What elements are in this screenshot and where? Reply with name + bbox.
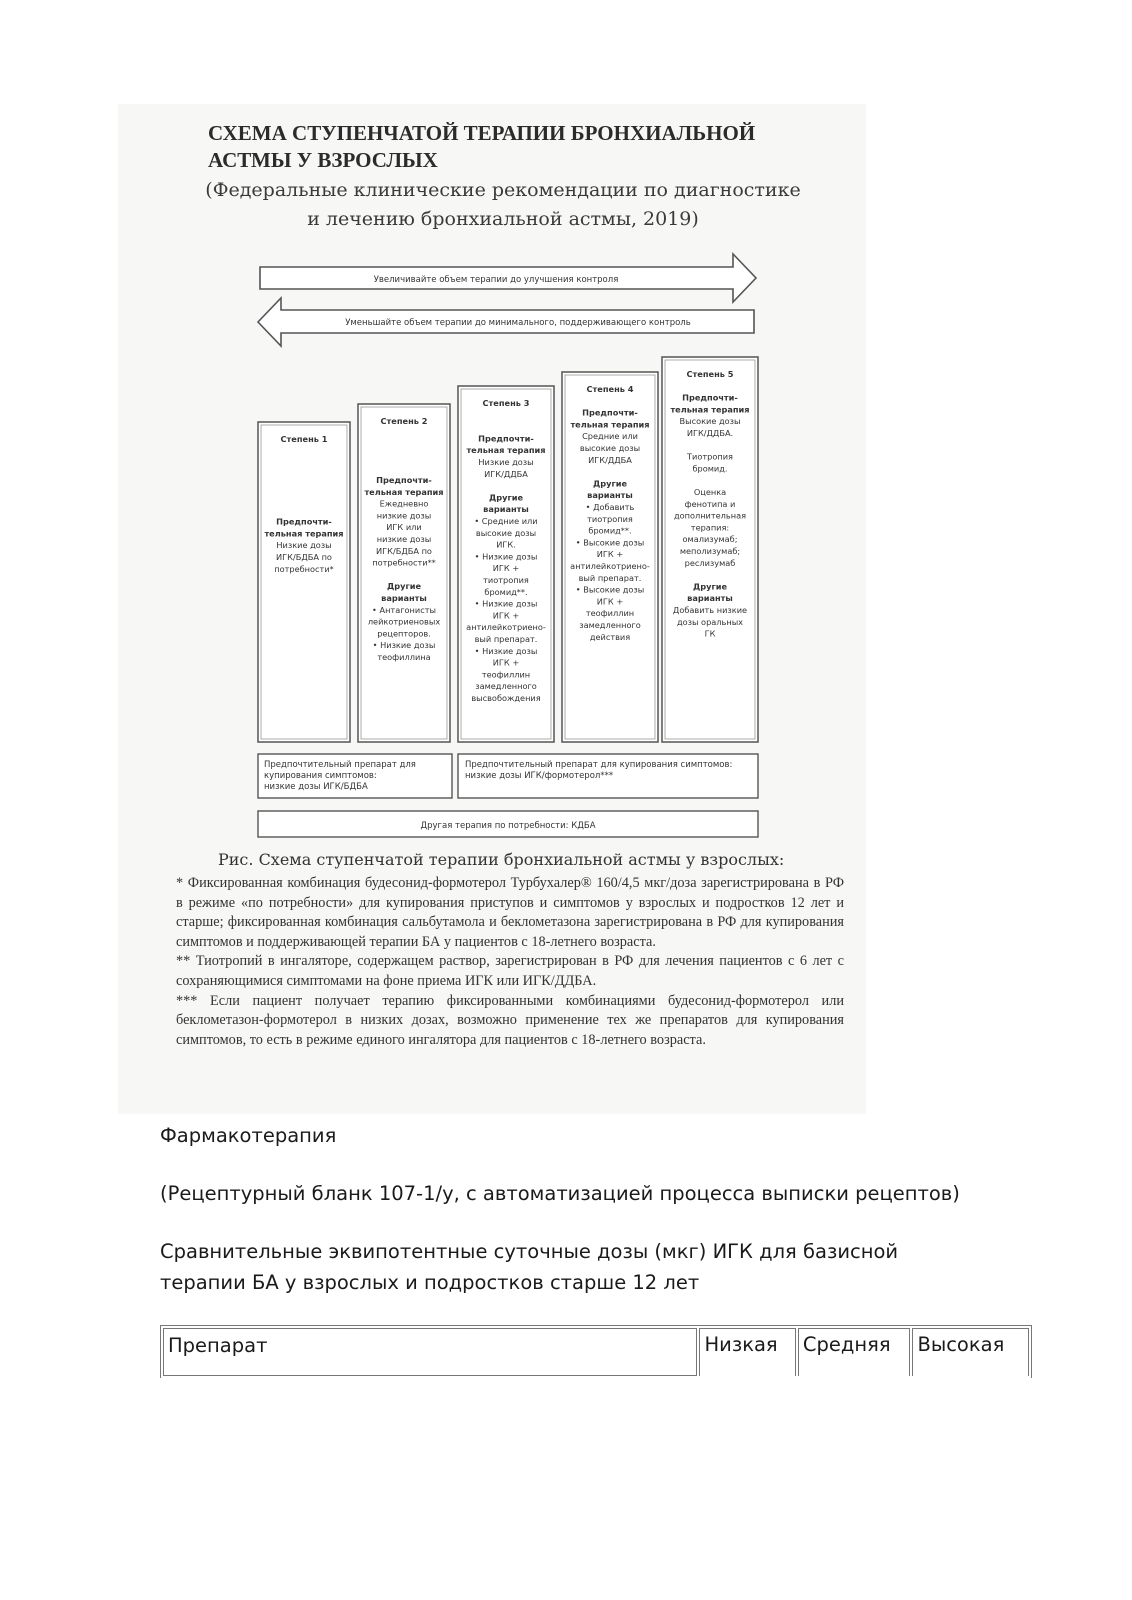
step-2-line: ИГК или <box>386 522 422 533</box>
step-5-line: варианты <box>687 593 733 604</box>
step-2-line: низкие дозы <box>376 510 432 521</box>
step-3-line: ИГК + <box>492 610 520 621</box>
step-4-line: тельная терапия <box>570 419 650 430</box>
step-1-line: ИГК/БДБА по <box>276 552 332 562</box>
increase-arrow-label: Увеличивайте объем терапии до улучшения контроля <box>373 275 619 285</box>
step-5-line: фенотипа и <box>684 498 736 509</box>
header-drug: Препарат <box>163 1328 697 1376</box>
heading-pharmacotherapy: Фармакотерапия <box>160 1124 337 1147</box>
doses-heading: Сравнительные эквипотентные суточные дозы (мкг) ИГК для базисной терапии БА у взрослых и подростков старше 12 лет <box>160 1240 899 1294</box>
step-3-line: ИГК/ДДБА <box>484 468 528 479</box>
step-4-line: бромид**. <box>588 525 632 536</box>
step-3-line: • Низкие дозы <box>474 645 538 656</box>
reliever-left-line-1: Предпочтительный препарат для <box>264 760 416 770</box>
step-4-line: ИГК + <box>596 549 624 560</box>
step-1-line: Низкие дозы <box>276 540 332 551</box>
step-3-line: высвобождения <box>471 693 541 703</box>
step-therapy-diagram <box>118 104 866 844</box>
step-4-line: высокие дозы <box>579 443 641 453</box>
step-5-line: ГК <box>704 628 716 639</box>
step-2-line: рецепторов. <box>377 628 431 639</box>
step-boxes <box>258 357 758 742</box>
figure-caption: Рис. Схема ступенчатой терапии бронхиальной астмы у взрослых: <box>218 850 785 869</box>
step-4-line: вый препарат. <box>578 572 642 583</box>
step-3-line: вый препарат. <box>474 634 538 644</box>
step-3-line: • Средние или <box>474 516 538 526</box>
step-4-line: • Добавить <box>585 502 635 512</box>
step-5-line: дополнительная <box>673 510 747 521</box>
other-therapy-label: Другая терапия по потребности: КДБА <box>420 821 596 831</box>
step-1-line: Степень 1 <box>280 434 328 444</box>
step-3-line: теофиллин <box>481 669 531 680</box>
reliever-left-line-3: низкие дозы ИГК/БДБА <box>264 782 368 792</box>
prescription-form-note: (Рецептурный бланк 107-1/у, с автоматизацией процесса выписки рецептов) <box>160 1182 960 1205</box>
step-3-line: Низкие дозы <box>478 457 534 467</box>
step-3-line: тиотропия <box>483 575 529 585</box>
step-1-line: тельная терапия <box>264 528 344 539</box>
note-1: * Фиксированная комбинация будесонид-формотерол Турбухалер® 160/4,5 мкг/доза зарегистрирована в РФ в режиме «по потребности» для купирования приступов и симптомов у взрослых и подростков 12 лет и старше; фиксированная комбинация сальбутамола и беклометазона зарегистрирована в РФ для купирования симптомов и поддерживающей терапии БА у пациентов с 18-летнего возраста. <box>176 875 844 950</box>
step-2-line: Степень 2 <box>380 416 428 426</box>
step-5-line: омализумаб; <box>682 534 738 545</box>
step-3-line: варианты <box>483 504 529 515</box>
step-3-line: ИГК + <box>492 563 520 574</box>
reliever-left-line-2: купирования симптомов: <box>264 771 377 781</box>
step-2-line: потребности** <box>372 557 436 568</box>
header-high: Высокая <box>912 1328 1029 1376</box>
step-5-line: реслизумаб <box>684 557 736 568</box>
step-5-line: Высокие дозы <box>679 416 741 427</box>
step-3-line: антилейкотриено- <box>466 622 546 633</box>
decrease-arrow-label: Уменьшайте объем терапии до минимального, поддерживающего контроль <box>345 318 691 328</box>
figure-subtitle: (Федеральные клинические рекомендации по диагностике и лечению бронхиальной астмы, 2019) <box>205 179 801 230</box>
step-2-line: • Антагонисты <box>372 604 436 615</box>
step-5-line: Добавить низкие <box>672 605 748 615</box>
step-4-line: Степень 4 <box>586 384 634 394</box>
step-3-line: • Низкие дозы <box>474 551 538 562</box>
step-5-line: дозы оральных <box>676 616 744 627</box>
note-2: ** Тиотропий в ингаляторе, содержащем раствор, зарегистрирован в РФ для лечения пациентов с 6 лет с сохраняющимися симптомами на фоне приема ИГК или ИГК/ДДБА. <box>176 953 844 989</box>
step-3-line: • Низкие дозы <box>474 598 538 609</box>
header-low: Низкая <box>699 1328 795 1376</box>
step-1-box <box>258 422 350 742</box>
step-3-line: бромид**. <box>484 586 528 597</box>
step-4-line: • Высокие дозы <box>575 537 645 548</box>
step-4-line: Средние или <box>582 431 638 442</box>
step-5-line: меполизумаб; <box>679 546 741 556</box>
step-1-line: потребности* <box>274 563 334 574</box>
step-4-line: • Высокие дозы <box>575 584 645 595</box>
step-5-line: Предпочти- <box>682 392 738 403</box>
reliever-right-line-2: низкие дозы ИГК/формотерол*** <box>465 771 614 781</box>
step-3-line: тельная терапия <box>466 445 546 456</box>
scanned-figure <box>118 104 866 1114</box>
step-5-line: Другие <box>692 581 728 592</box>
note-3: *** Если пациент получает терапию фиксированными комбинациями будесонид-формотерол или беклометазон-формотерол в низких дозах, возможно применение тех же препаратов для купирования симптомов, то есть в режиме единого ингалятора для пациентов с 18-летнего возраста. <box>176 992 844 1048</box>
step-4-line: варианты <box>587 490 633 501</box>
step-2-line: теофиллина <box>377 652 431 662</box>
step-4-line: антилейкотриено- <box>570 561 650 571</box>
step-2-line: Ежедневно <box>379 498 429 509</box>
step-5-line: тельная терапия <box>670 404 750 415</box>
step-4-line: Другие <box>592 478 628 489</box>
step-2-line: низкие дозы <box>376 534 432 544</box>
step-4-line: тиотропия <box>587 513 633 524</box>
step-4-line: замедленного <box>579 620 641 630</box>
figure-notes <box>176 874 844 1050</box>
step-2-line: варианты <box>381 593 427 603</box>
step-3-line: Другие <box>488 492 524 503</box>
step-3-line: Степень 3 <box>482 398 530 408</box>
step-5-line: ИГК/ДДБА. <box>686 428 734 438</box>
step-4-line: действия <box>589 631 631 642</box>
step-2-line: тельная терапия <box>364 486 444 497</box>
step-4-line: ИГК/ДДБА <box>588 454 632 465</box>
doses-table <box>160 1325 1032 1378</box>
step-2-line: лейкотриеновых <box>367 616 441 627</box>
step-2-box <box>358 404 450 742</box>
step-2-line: Другие <box>386 581 422 592</box>
step-2-line: ИГК/БДБА по <box>376 545 432 556</box>
header-medium: Средняя <box>798 1328 911 1376</box>
step-5-line: терапия: <box>690 522 730 533</box>
step-5-line: Оценка <box>693 487 727 497</box>
reliever-right-line-1: Предпочтительный препарат для купирования симптомов: <box>465 760 733 770</box>
step-3-line: ИГК + <box>492 657 520 668</box>
table-header-row <box>163 1328 1029 1376</box>
step-1-line: Предпочти- <box>276 516 332 527</box>
step-4-line: теофиллин <box>585 608 635 619</box>
step-3-line: замедленного <box>475 681 537 692</box>
step-5-line: Тиотропия <box>687 451 733 462</box>
step-2-line: • Низкие дозы <box>372 640 436 651</box>
step-5-line: бромид. <box>692 463 728 474</box>
step-2-line: Предпочти- <box>376 475 432 485</box>
step-4-line: Предпочти- <box>582 407 638 418</box>
step-3-line: ИГК. <box>496 539 516 550</box>
figure-title: СХЕМА СТУПЕНЧАТОЙ ТЕРАПИИ БРОНХИАЛЬНОЙ АСТМЫ У ВЗРОСЛЫХ <box>208 121 756 172</box>
step-3-line: Предпочти- <box>478 433 534 444</box>
step-3-line: высокие дозы <box>475 527 537 538</box>
step-4-line: ИГК + <box>596 596 624 607</box>
step-5-line: Степень 5 <box>686 369 734 379</box>
